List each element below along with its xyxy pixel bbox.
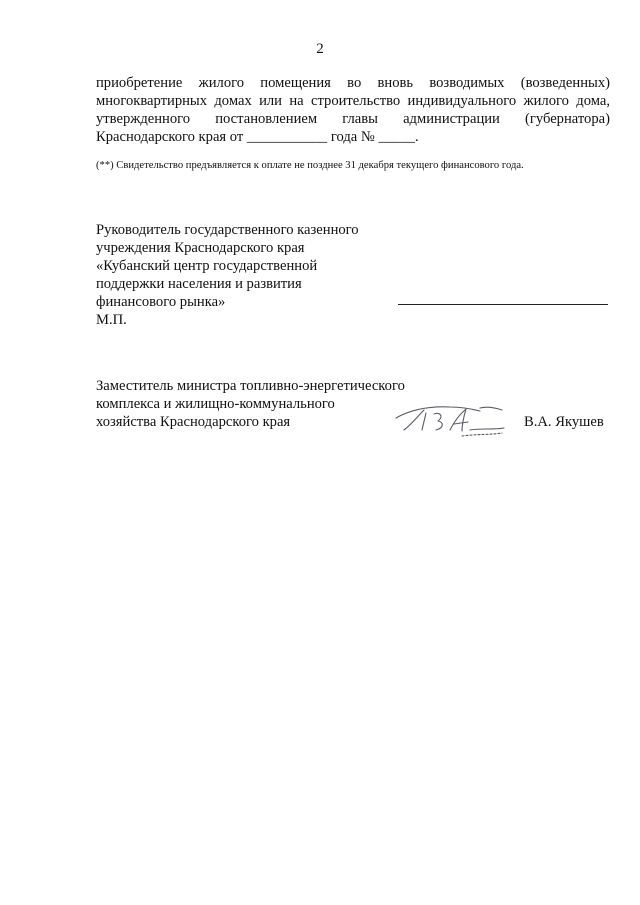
deputy-minister-line-1: Заместитель министра топливно-энергетического xyxy=(96,378,405,394)
institution-head-line-1: Руководитель государственного казенного xyxy=(96,222,359,238)
paragraph-line-2: многоквартирных домах или на строительство индивидуального жилого дома, xyxy=(96,93,610,109)
institution-head-line-4: поддержки населения и развития xyxy=(96,276,302,292)
institution-head-line-2: учреждения Краснодарского края xyxy=(96,240,305,256)
institution-head-line-5: финансового рынка» xyxy=(96,294,226,310)
footnote: (**) Свидетельство предъявляется к оплате не позднее 31 декабря текущего финансового года. xyxy=(96,160,524,171)
paragraph-line-4: Краснодарского края от ___________ года № _____. xyxy=(96,129,419,145)
seal-label: М.П. xyxy=(96,312,127,328)
paragraph-line-1: приобретение жилого помещения во вновь возводимых (возведенных) xyxy=(96,75,610,91)
paragraph-line-3: утвержденного постановлением главы администрации (губернатора) xyxy=(96,111,610,127)
signature-underline xyxy=(398,304,608,305)
page-number: 2 xyxy=(316,41,324,57)
institution-head-line-3: «Кубанский центр государственной xyxy=(96,258,318,274)
signer-name: В.А. Якушев xyxy=(524,414,604,430)
deputy-minister-line-3: хозяйства Краснодарского края xyxy=(96,414,291,430)
handwritten-signature xyxy=(392,400,514,440)
deputy-minister-line-2: комплекса и жилищно-коммунального xyxy=(96,396,335,412)
